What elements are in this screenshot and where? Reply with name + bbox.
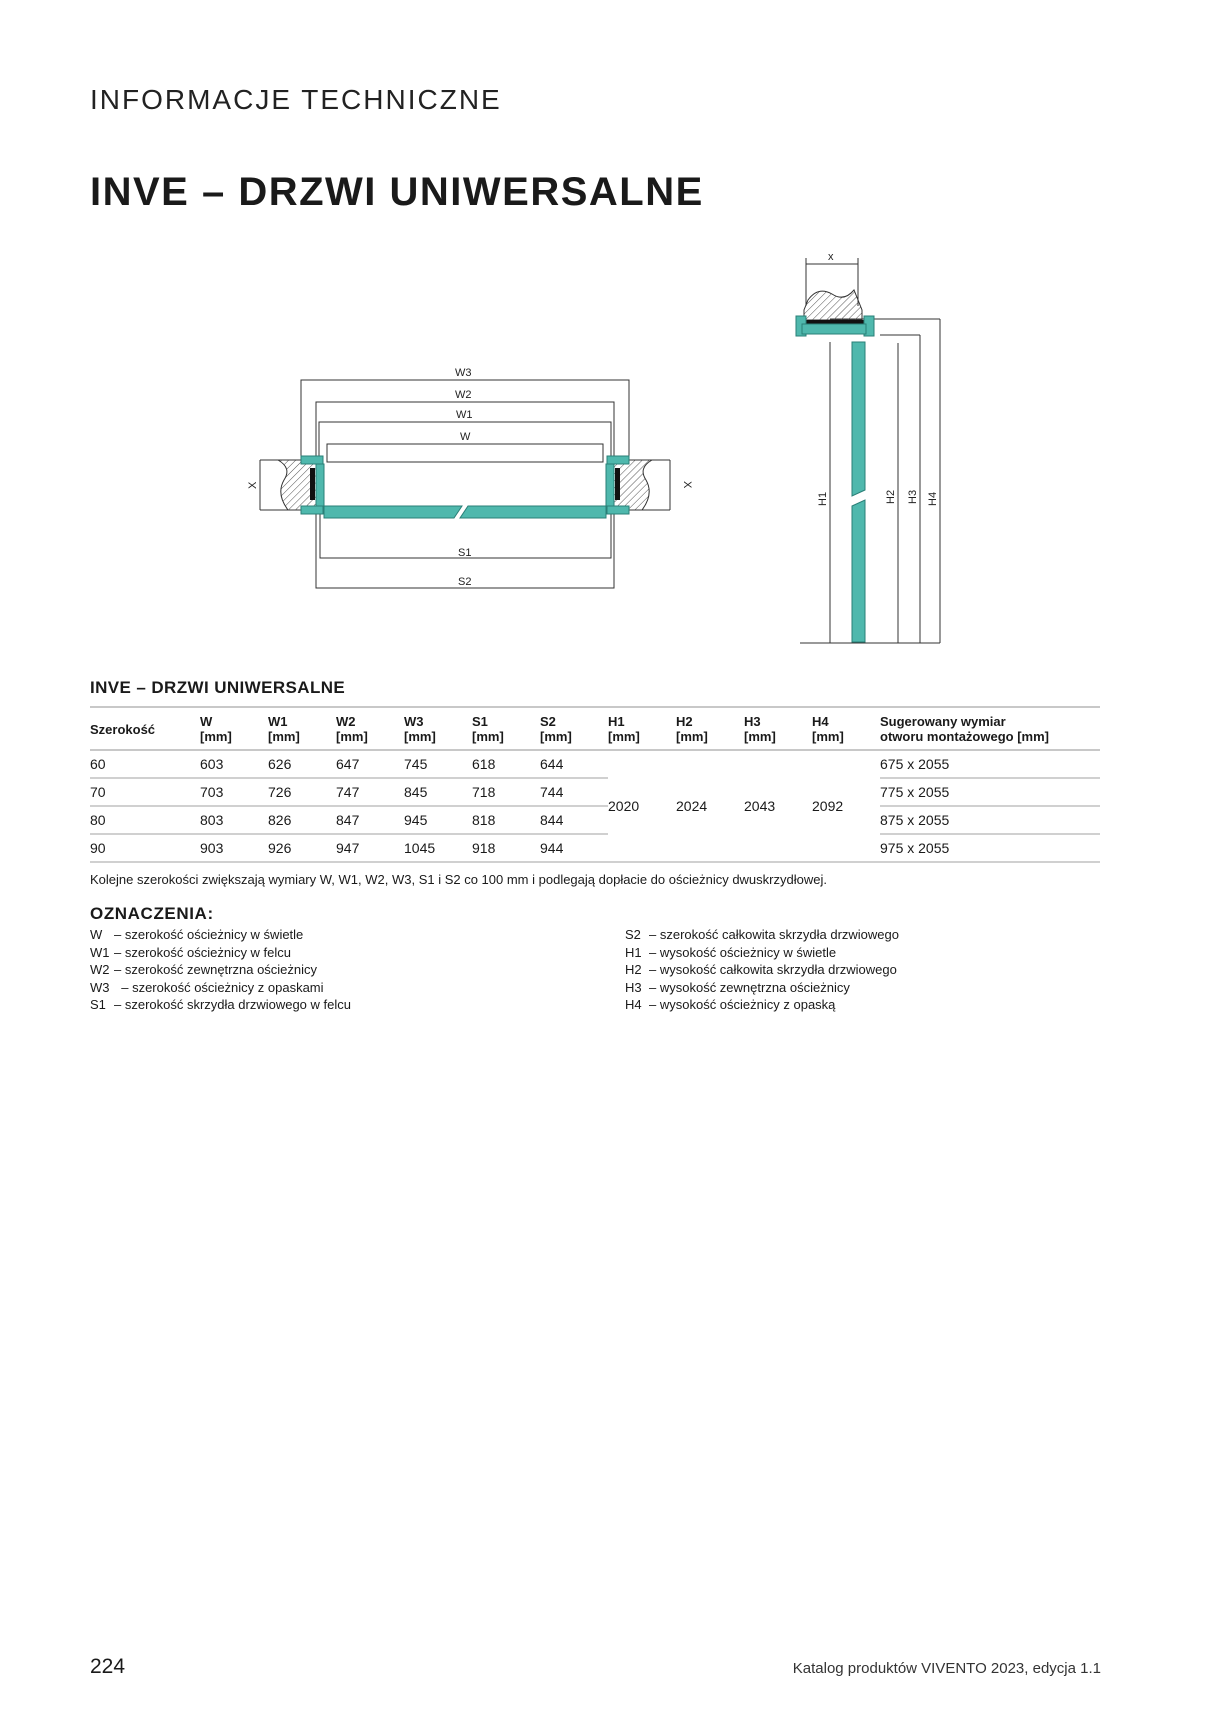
vertical-section-drawing xyxy=(790,250,960,650)
label-H4: H4 xyxy=(927,491,939,506)
spec-table xyxy=(90,706,1100,863)
label-H2: H2 xyxy=(885,489,897,504)
table-cell: 718 xyxy=(472,778,540,806)
table-cell: 70 xyxy=(90,778,200,806)
table-cell-h2: 2024 xyxy=(676,750,744,862)
table-cell: 675 x 2055 xyxy=(880,750,1100,778)
table-cell: 845 xyxy=(404,778,472,806)
label-W1: W1 xyxy=(456,409,473,421)
section-label: INFORMACJE TECHNICZNE xyxy=(90,84,502,115)
table-header-row xyxy=(90,707,1100,750)
legend-item: W2 – szerokość zewnętrzna ościeżnicy xyxy=(90,962,318,978)
table-cell: 847 xyxy=(336,806,404,834)
table-row xyxy=(90,834,1100,862)
col-header: W [mm] xyxy=(200,707,268,750)
label-H1: H1 xyxy=(817,491,829,506)
table-cell: 80 xyxy=(90,806,200,834)
legend-item: H1 – wysokość ościeżnicy w świetle xyxy=(625,944,837,960)
table-cell: 626 xyxy=(268,750,336,778)
legend-item: S1 – szerokość skrzydła drzwiowego w felcu xyxy=(90,997,351,1013)
col-header: H4 [mm] xyxy=(812,707,880,750)
table-cell: 944 xyxy=(540,834,608,862)
table-cell: 947 xyxy=(336,834,404,862)
col-header: H3 [mm] xyxy=(744,707,812,750)
col-header: Sugerowany wymiar otworu montażowego [mm] xyxy=(880,707,1100,750)
legend-left xyxy=(90,926,351,1014)
label-X-right: X xyxy=(681,481,693,489)
table-cell: 975 x 2055 xyxy=(880,834,1100,862)
table-cell: 926 xyxy=(268,834,336,862)
table-cell: 618 xyxy=(472,750,540,778)
table-cell: 826 xyxy=(268,806,336,834)
table-cell: 903 xyxy=(200,834,268,862)
label-W2: W2 xyxy=(455,389,472,401)
table-cell: 644 xyxy=(540,750,608,778)
table-row xyxy=(90,778,1100,806)
table-cell: 775 x 2055 xyxy=(880,778,1100,806)
label-W: W xyxy=(460,431,471,443)
label-H3: H3 xyxy=(907,489,919,504)
legend-right xyxy=(625,926,899,1014)
label-x-top: x xyxy=(828,251,834,263)
legend-item: H3 – wysokość zewnętrzna ościeżnicy xyxy=(625,979,850,995)
col-header: W1 [mm] xyxy=(268,707,336,750)
col-header: H2 [mm] xyxy=(676,707,744,750)
legend-item: W – szerokość ościeżnicy w świetle xyxy=(90,927,304,942)
col-header: W2 [mm] xyxy=(336,707,404,750)
table-cell: 603 xyxy=(200,750,268,778)
legend-item: S2 – szerokość całkowita skrzydła drzwiowego xyxy=(625,927,899,942)
table-cell: 818 xyxy=(472,806,540,834)
table-cell: 90 xyxy=(90,834,200,862)
horizontal-section-drawing xyxy=(240,360,700,600)
table-cell: 918 xyxy=(472,834,540,862)
table-cell-h4: 2092 xyxy=(812,750,880,862)
table-cell: 744 xyxy=(540,778,608,806)
table-title: INVE – DRZWI UNIWERSALNE xyxy=(90,678,346,697)
label-W3: W3 xyxy=(455,367,472,379)
legend-item: H2 – wysokość całkowita skrzydła drzwiowego xyxy=(625,962,897,978)
table-cell: 875 x 2055 xyxy=(880,806,1100,834)
col-header: H1 [mm] xyxy=(608,707,676,750)
table-row xyxy=(90,806,1100,834)
page-title: INVE – DRZWI UNIWERSALNE xyxy=(90,170,704,214)
table-cell: 945 xyxy=(404,806,472,834)
label-S1: S1 xyxy=(458,547,472,559)
table-cell: 60 xyxy=(90,750,200,778)
table-cell: 1045 xyxy=(404,834,472,862)
table-cell: 703 xyxy=(200,778,268,806)
page-number: 224 xyxy=(90,1655,126,1678)
col-header: S1 [mm] xyxy=(472,707,540,750)
label-S2: S2 xyxy=(458,576,472,588)
table-cell-h3: 2043 xyxy=(744,750,812,862)
legend-item: W3 – szerokość ościeżnicy z opaskami xyxy=(90,979,324,995)
table-row xyxy=(90,750,1100,778)
table-cell: 747 xyxy=(336,778,404,806)
table-cell: 647 xyxy=(336,750,404,778)
col-header: S2 [mm] xyxy=(540,707,608,750)
table-cell: 803 xyxy=(200,806,268,834)
table-cell: 745 xyxy=(404,750,472,778)
table-cell-h1: 2020 xyxy=(608,750,676,862)
table-cell: 726 xyxy=(268,778,336,806)
col-header: W3 [mm] xyxy=(404,707,472,750)
catalog-footer: Katalog produktów VIVENTO 2023, edycja 1.1 xyxy=(792,1660,1101,1677)
footnote: Kolejne szerokości zwiększają wymiary W, W1, W2, W3, S1 i S2 co 100 mm i podlegają dopłacie do ościeżnicy dwuskrzydłowej. xyxy=(90,872,827,887)
col-header: Szerokość xyxy=(90,707,200,750)
legend-title: OZNACZENIA: xyxy=(90,904,214,923)
legend-item: H4 – wysokość ościeżnicy z opaską xyxy=(625,997,836,1013)
legend-item: W1 – szerokość ościeżnicy w felcu xyxy=(90,944,292,960)
table-cell: 844 xyxy=(540,806,608,834)
label-X-left: X xyxy=(247,481,259,489)
